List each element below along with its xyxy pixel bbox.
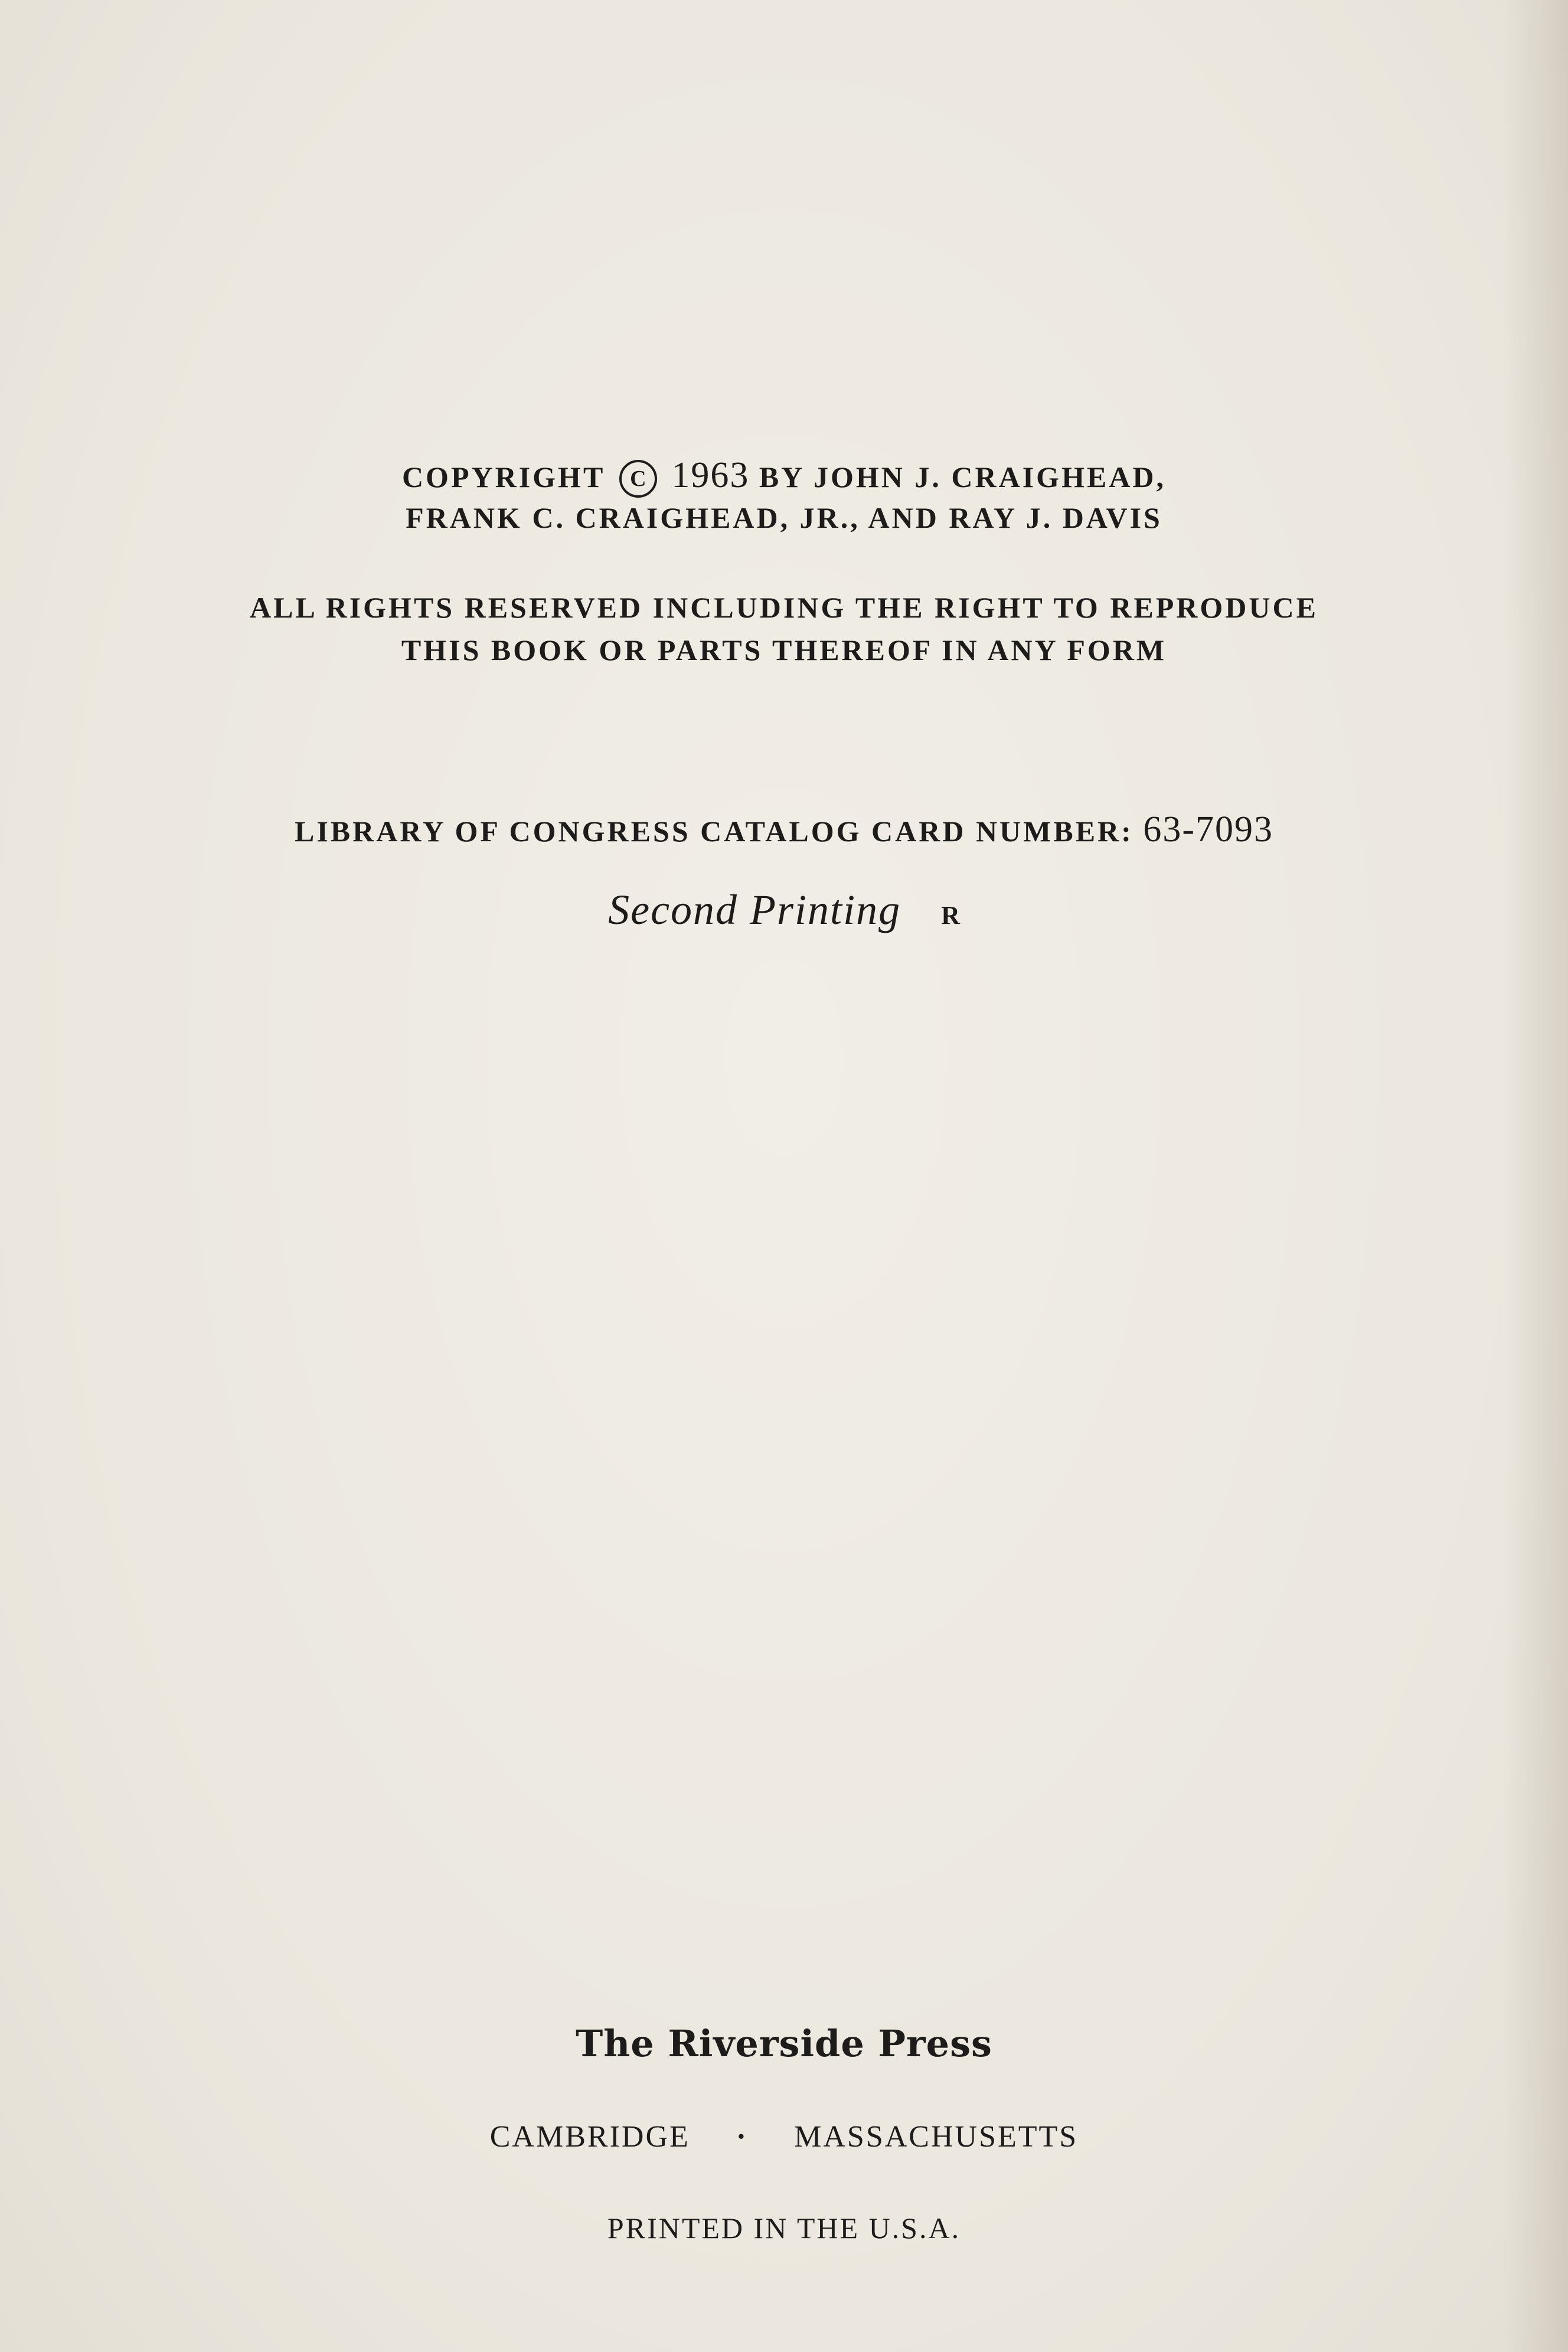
lccn-line bbox=[0, 809, 1568, 851]
printing-mark: R bbox=[941, 901, 960, 930]
publisher-state: MASSACHUSETTS bbox=[794, 2120, 1079, 2154]
lccn-number: 63-7093 bbox=[1143, 809, 1273, 850]
copyright-holders-1: BY JOHN J. CRAIGHEAD, bbox=[759, 460, 1167, 494]
lccn-label: LIBRARY OF CONGRESS CATALOG CARD NUMBER: bbox=[295, 815, 1133, 848]
rights-text-1: ALL RIGHTS RESERVED INCLUDING THE RIGHT TO REPRODUCE bbox=[250, 591, 1318, 624]
printing-line bbox=[0, 886, 1568, 935]
printed-in-line bbox=[0, 2211, 1568, 2245]
copyright-symbol-icon: C bbox=[619, 460, 657, 498]
copyright-year: 1963 bbox=[671, 455, 750, 495]
publisher-location-line bbox=[0, 2119, 1568, 2154]
copyright-prefix: COPYRIGHT bbox=[401, 460, 605, 494]
publisher-name: The Riverside Press bbox=[576, 2022, 992, 2065]
spine-shadow bbox=[1503, 0, 1568, 2352]
publisher-name-line bbox=[0, 2022, 1568, 2065]
separator-dot: · bbox=[736, 2120, 749, 2154]
rights-text-2: THIS BOOK OR PARTS THEREOF IN ANY FORM bbox=[401, 633, 1167, 667]
copyright-line-1 bbox=[0, 455, 1568, 498]
printed-in-text: PRINTED IN THE U.S.A. bbox=[607, 2211, 961, 2245]
publisher-city: CAMBRIDGE bbox=[489, 2120, 690, 2154]
rights-line-1 bbox=[0, 590, 1568, 625]
rights-line-2 bbox=[0, 633, 1568, 667]
printing-text: Second Printing bbox=[608, 886, 901, 933]
copyright-line-2 bbox=[0, 501, 1568, 535]
copyright-holders-2: FRANK C. CRAIGHEAD, JR., AND RAY J. DAVIS bbox=[406, 501, 1162, 534]
